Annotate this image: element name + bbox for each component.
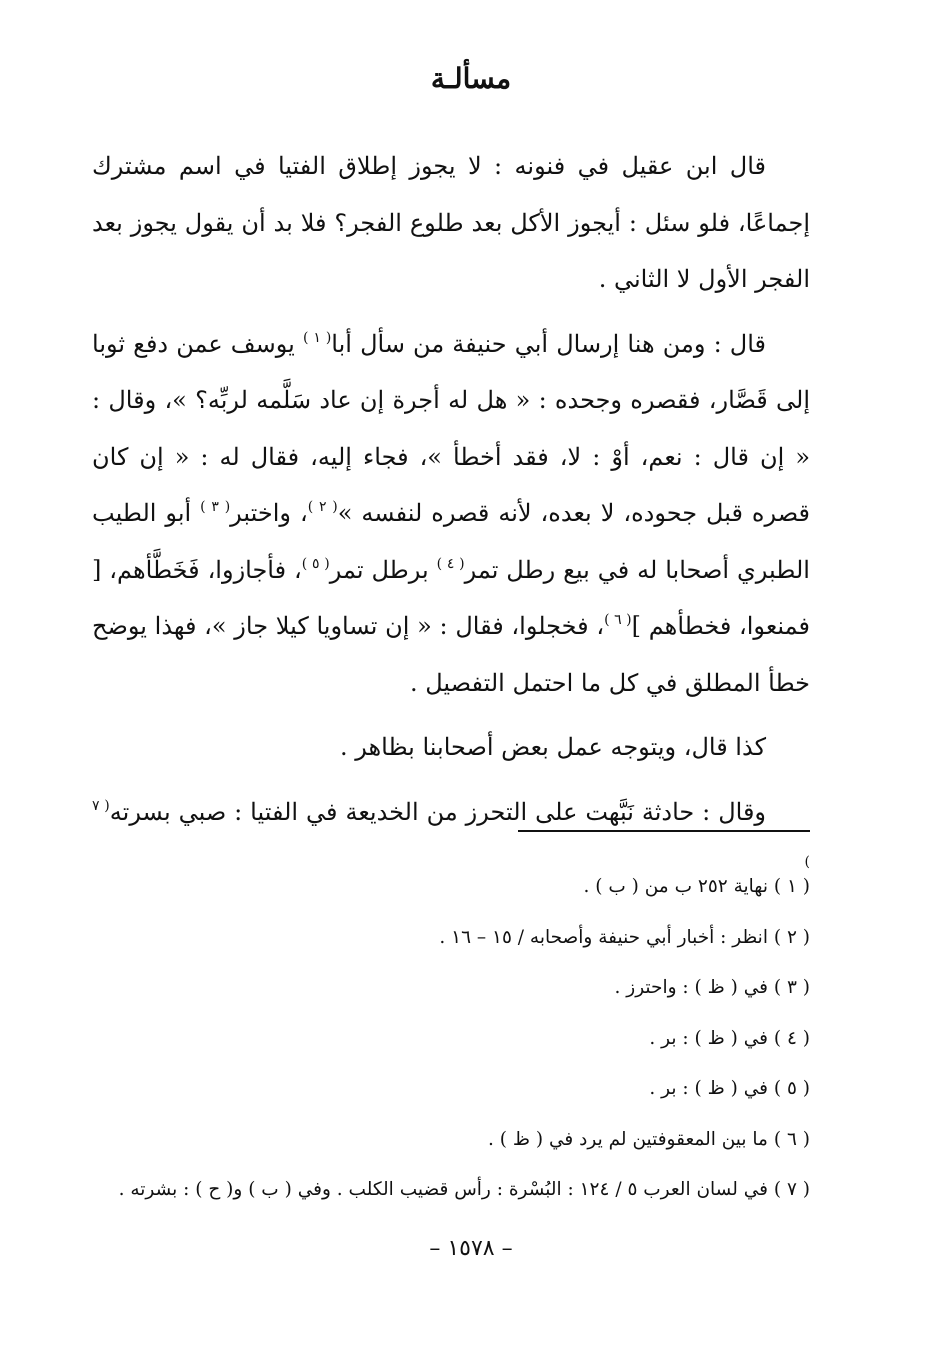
main-text xyxy=(92,138,810,897)
footnote: ( ٥ ) في ( ظ ) : بر . xyxy=(649,1078,810,1099)
text-run: برطل تمر xyxy=(329,555,437,584)
text-run: يوسف عمن دفع ثوبا إلى قَصَّار، فقصره وجحده : « هل له أجرة إن عاد سَلَّمه لربِّه؟ »، وقال : « إن قال : نعم، أوْ : لا، فقد أخطأ »، فجاء إليه، فقال له : « إن كان قصره قبل جحوده، لا بعده، لأنه قصره لنفسه » xyxy=(92,329,810,527)
footnote: ( ٤ ) في ( ظ ) : بر . xyxy=(649,1027,810,1049)
footnote: ( ٧ ) في لسان العرب ٥ / ١٢٤ : البُسْرة : رأس قضيب الكلب . وفي ( ب ) و( ح ) : بشرته . xyxy=(118,1179,810,1200)
page-title: مسألـة xyxy=(430,62,512,95)
footnotes-list xyxy=(92,862,810,1216)
text-run: ، فأجازوا، فَخَطَّأهم، [ فمنعوا، فخطأهم ] xyxy=(92,555,810,640)
footnote: ( ١ ) نهاية ٢٥٢ ب من ( ب ) . xyxy=(583,876,810,897)
footnote: ( ٣ ) في ( ظ ) : واحترز . xyxy=(614,977,810,998)
text-run: قال ابن عقيل في فنونه : لا يجوز إطلاق الفتيا في اسم مشترك إجماعًا، فلو سئل : أيجوز الأكل بعد طلوع الفجر؟ فلا بد أن يقول يجوز بعد الفجر الأول لا الثاني . xyxy=(92,152,810,293)
footnote: ( ٢ ) انظر : أخبار أبي حنيفة وأصحابه / ١٥ – ١٦ . xyxy=(439,926,810,948)
page-number: – ١٥٧٨ – xyxy=(429,1236,513,1261)
footnote-marker: ( ٦ ) xyxy=(604,612,632,628)
footnote-marker: ( ٢ ) xyxy=(307,499,338,515)
text-run: كذا قال، ويتوجه عمل بعض أصحابنا بظاهر . xyxy=(340,733,766,761)
footnote-marker: ( ٧ ) xyxy=(92,797,810,870)
text-run: أبو الطيب الطبري أصحابا له في بيع رطل تمر xyxy=(92,499,810,584)
footnote: ( ٦ ) ما بين المعقوفتين لم يرد في ( ظ ) . xyxy=(488,1128,810,1150)
footnote-marker: ( ٤ ) xyxy=(436,555,465,572)
footnote-separator xyxy=(518,830,810,832)
footnote-marker: ( ١ ) xyxy=(302,329,332,346)
paragraph xyxy=(92,138,810,308)
text-run: ، فخجلوا، فقال : « إن تساويا كيلا جاز »، فهذا يوضح خطأ المطلق في كل ما احتمل التفصيل . xyxy=(92,612,810,697)
paragraph xyxy=(92,316,810,712)
footnote-marker: ( ٣ ) xyxy=(200,499,231,515)
text-run: ، واختبر xyxy=(230,499,308,527)
text-run: وقال : حادثة نَبَّهت على التحرز من الخديعة في الفتيا : صبي بسرته xyxy=(109,797,767,826)
footnote-marker: ( ٥ ) xyxy=(301,555,330,572)
paragraph xyxy=(92,719,810,776)
text-run: قال : ومن هنا إرسال أبي حنيفة من سأل أبا xyxy=(331,329,766,358)
